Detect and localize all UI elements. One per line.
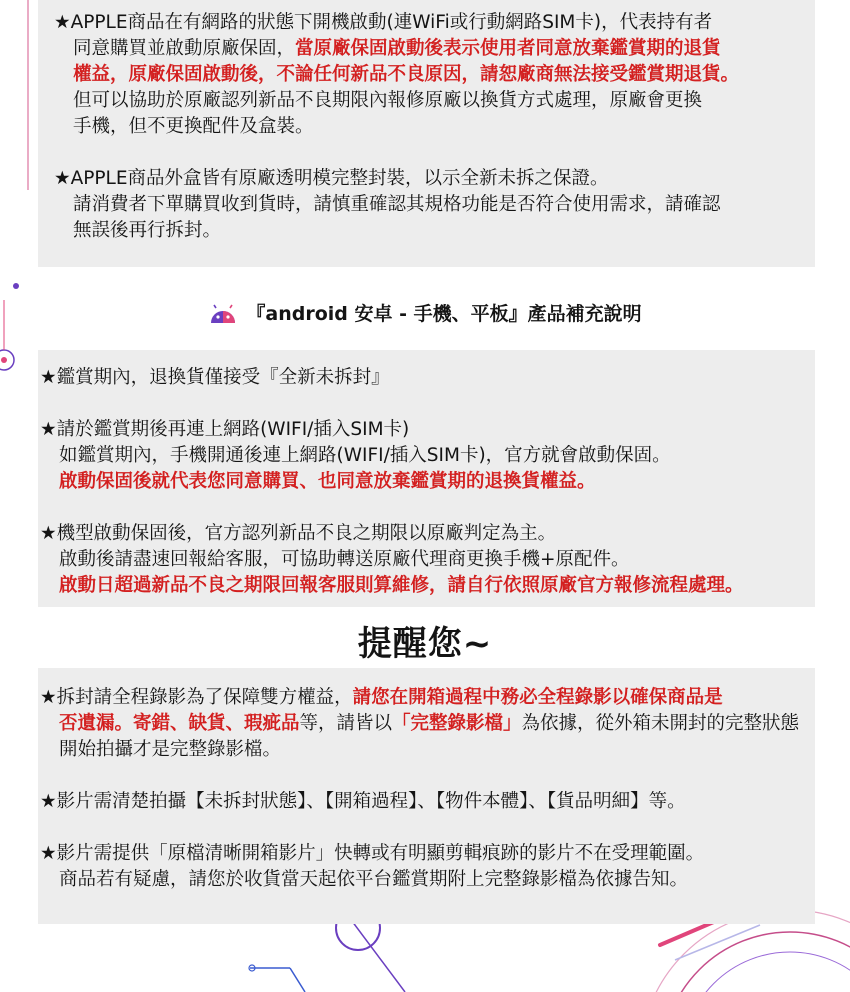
text-line: ★APPLE商品在有網路的狀態下開機啟動(連WiFi或行動網路SIM卡)，代表持有者	[54, 12, 713, 33]
text-line: 啟動後請盡速回報給客服，可協助轉送原廠代理商更換手機+原配件。	[59, 549, 630, 570]
text-line: ★影片需清楚拍攝【未拆封狀態】、【開箱過程】、【物件本體】、【貨品明細】等。	[40, 791, 686, 812]
android-network-rule	[40, 417, 811, 495]
reminder-panel	[38, 668, 815, 924]
highlight-text: 啟動保固後就代表您同意購買、也同意放棄鑑賞期的退換貨權益。	[59, 471, 596, 492]
text-line: ★請於鑑賞期後再連上網路(WIFI/插入SIM卡)	[40, 419, 410, 440]
reminder-heading: 提醒您~	[357, 624, 493, 664]
android-return-rule	[40, 365, 811, 391]
android-notice-panel	[38, 350, 815, 607]
text-line: 但可以協助於原廠認列新品不良期限內報修原廠以換貨方式處理，原廠會更換	[73, 90, 703, 111]
text-line: ★鑑賞期內，退換貨僅接受『全新未拆封』	[40, 367, 390, 388]
original-video-rule	[40, 841, 811, 893]
text-line: ★影片需提供「原檔清晰開箱影片」快轉或有明顯剪輯痕跡的影片不在受理範圍。	[40, 843, 705, 864]
highlight-text: 啟動日超過新品不良之期限回報客服則算維修，請自行依照原廠官方報修流程處理。	[59, 575, 744, 596]
apple-activation-notice	[54, 10, 803, 140]
text-line	[54, 36, 803, 62]
highlight-text: 否遺漏。寄錯、缺貨、瑕疵品	[59, 713, 300, 734]
text-span: ★拆封請全程錄影為了保障雙方權益，	[40, 687, 353, 708]
unboxing-video-rule	[40, 685, 811, 763]
text-span: 為依據，從外箱未開封的完整狀態	[521, 713, 800, 734]
highlight-text: 當原廠保固啟動後表示使用者同意放棄鑑賞期的退貨	[295, 38, 721, 59]
apple-notice-panel	[38, 0, 815, 267]
text-line: 開始拍攝才是完整錄影檔。	[59, 739, 282, 760]
text-span: 同意購買並啟動原廠保固，	[73, 38, 296, 59]
text-line: 如鑑賞期內，手機開通後連上網路(WIFI/插入SIM卡)，官方就會啟動保固。	[59, 445, 671, 466]
text-line: 手機，但不更換配件及盒裝。	[73, 116, 314, 137]
text-line	[40, 685, 811, 711]
section-title: 『android 安卓 - 手機、平板』產品補充說明	[246, 303, 642, 325]
text-line: 商品若有疑慮，請您於收貨當天起依平台鑑賞期附上完整錄影檔為依據告知。	[59, 869, 689, 890]
text-line: ★機型啟動保固後，官方認列新品不良之期限以原廠判定為主。	[40, 523, 557, 544]
text-span: 等，請皆以	[299, 713, 393, 734]
highlight-text: 請您在開箱過程中務必全程錄影以確保商品是	[352, 687, 723, 708]
video-content-rule	[40, 789, 811, 815]
highlight-text: 「完整錄影檔」	[392, 713, 522, 734]
text-line	[40, 711, 811, 737]
text-line: 請消費者下單購買收到貨時，請慎重確認其規格功能是否符合使用需求，請確認	[73, 194, 721, 215]
android-warranty-rule	[40, 521, 811, 599]
text-line: 無誤後再行拆封。	[73, 220, 222, 241]
android-icon	[208, 304, 238, 329]
text-line: ★APPLE商品外盒皆有原廠透明模完整封裝，以示全新未拆之保證。	[54, 168, 609, 189]
android-section-heading	[0, 299, 850, 329]
apple-packaging-notice	[54, 166, 803, 244]
highlight-text: 權益，原廠保固啟動後，不論任何新品不良原因，請恕廠商無法接受鑑賞期退貨。	[73, 64, 740, 85]
